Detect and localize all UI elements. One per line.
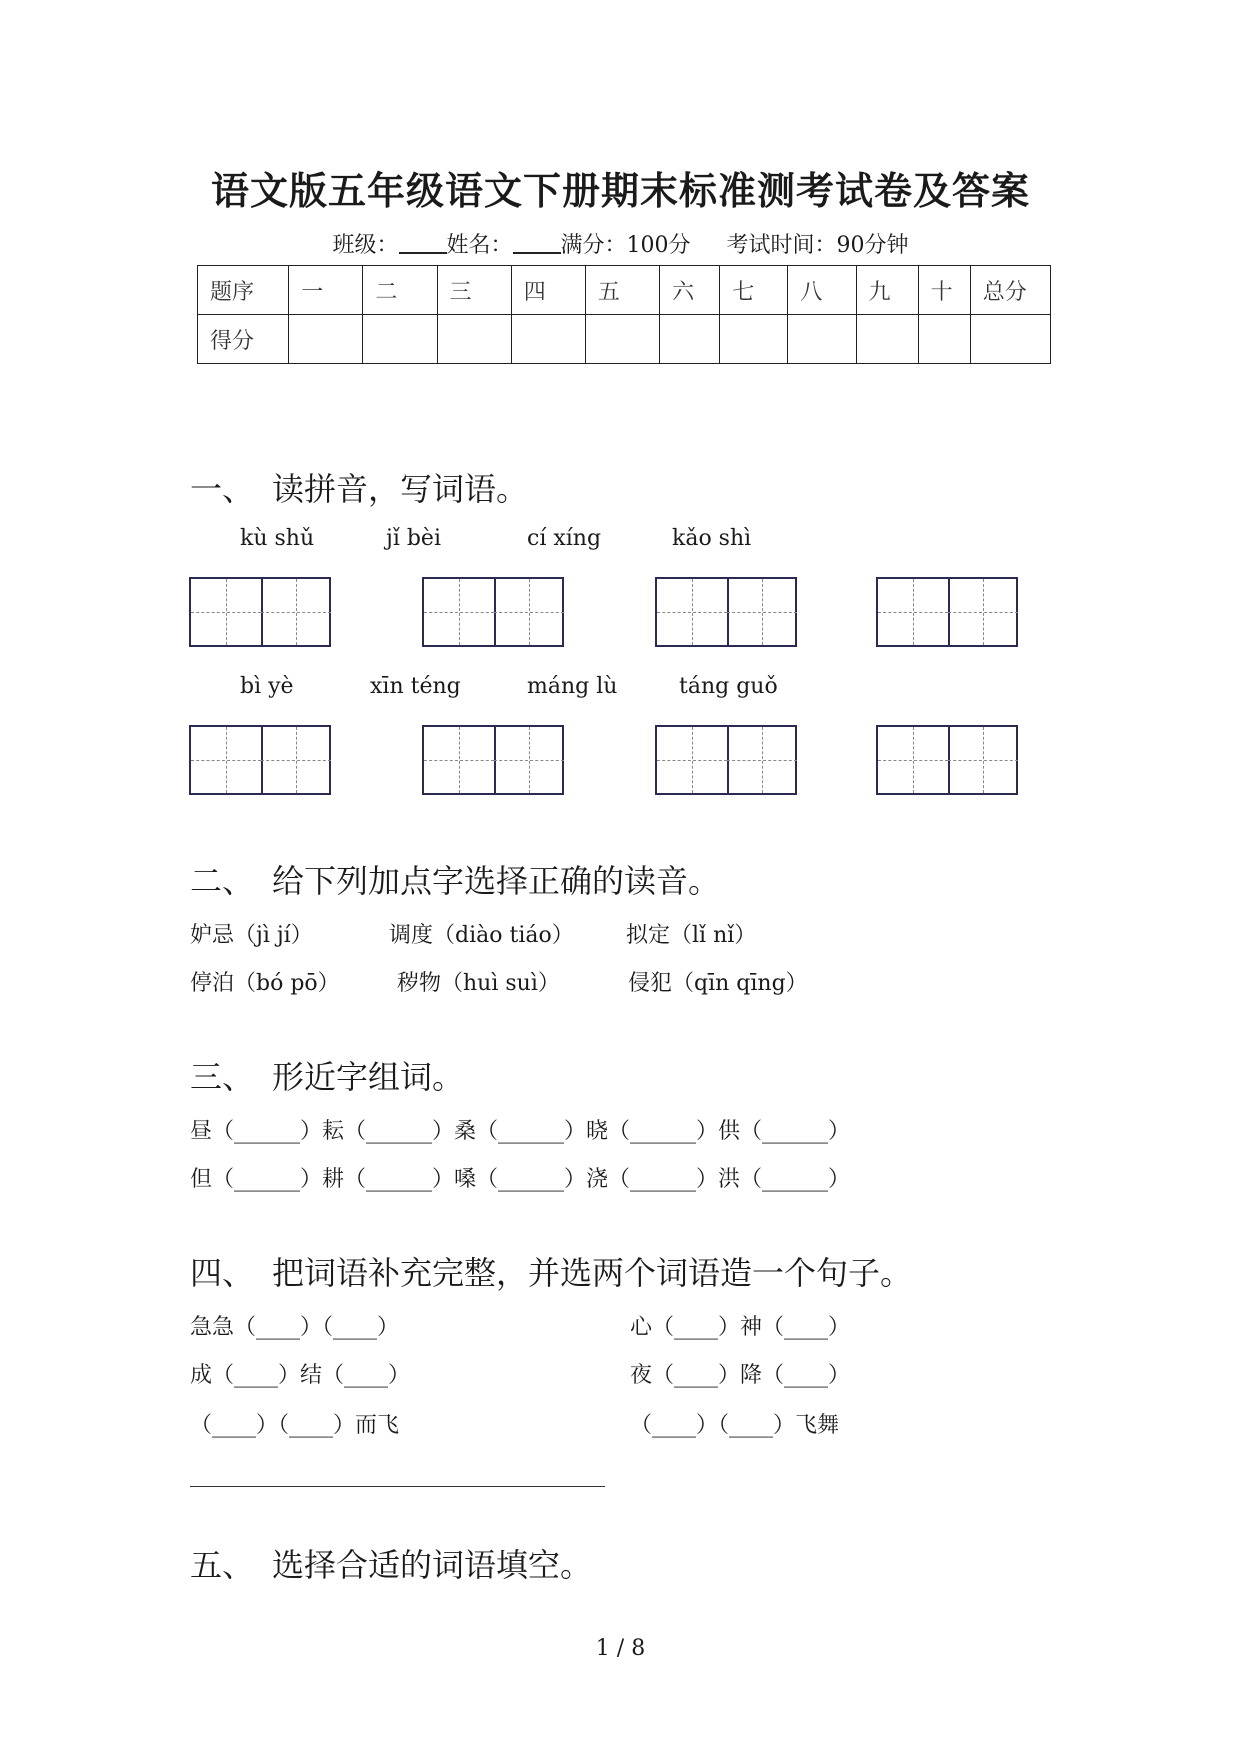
pinyin-label: xīn téng <box>370 674 461 699</box>
word-formation-line: 但（______）耕（______）嗓（______）浇（______）洪（______） <box>190 1167 851 1192</box>
exam-info <box>0 228 1241 259</box>
writing-grid-box[interactable] <box>876 577 1018 647</box>
section-number: 三、 <box>190 1058 255 1096</box>
score-input-cell[interactable] <box>437 315 511 364</box>
section-3-heading <box>190 1052 464 1098</box>
score-input-cell[interactable] <box>289 315 363 364</box>
section-4-heading <box>190 1248 912 1294</box>
reading-item: 停泊（bó pō） <box>190 971 340 996</box>
score-input-cell[interactable] <box>720 315 788 364</box>
page-title: 语文版五年级语文下册期末标准测考试卷及答案 <box>210 168 1030 213</box>
writing-grid-box[interactable] <box>655 725 797 795</box>
writing-grid-box[interactable] <box>189 725 331 795</box>
reading-item: 调度（diào tiáo） <box>389 923 574 948</box>
score-header-cell: 四 <box>511 266 585 315</box>
score-header-cell: 总分 <box>970 266 1050 315</box>
pinyin-label: máng lù <box>527 674 618 699</box>
score-table-header-row <box>198 266 1051 315</box>
section-1-heading <box>190 464 528 510</box>
name-label: 姓名： <box>446 233 513 258</box>
pinyin-label: kǎo shì <box>672 526 752 551</box>
reading-item: 秽物（huì suì） <box>397 971 560 996</box>
idiom-item: 心（____）神（____） <box>630 1315 851 1340</box>
section-2-heading <box>190 856 720 902</box>
score-header-cell: 题序 <box>198 266 289 315</box>
score-header-cell: 十 <box>918 266 970 315</box>
writing-grid-box[interactable] <box>422 725 564 795</box>
score-header-cell: 九 <box>856 266 918 315</box>
writing-grid-box[interactable] <box>655 577 797 647</box>
idiom-item: （____）（____）飞舞 <box>630 1413 840 1438</box>
idiom-item: 夜（____）降（____） <box>630 1363 851 1388</box>
reading-item: 拟定（lǐ nǐ） <box>626 923 757 948</box>
score-table <box>197 265 1051 364</box>
score-row-label: 得分 <box>198 315 289 364</box>
section-number: 一、 <box>190 470 255 508</box>
idiom-item: （____）（____）而飞 <box>190 1413 400 1438</box>
word-formation-line: 昼（______）耘（______）桑（______）晓（______）供（______） <box>190 1119 851 1144</box>
pinyin-label: táng guǒ <box>679 674 778 699</box>
pinyin-label: cí xíng <box>527 526 602 551</box>
score-header-cell: 八 <box>788 266 856 315</box>
score-header-cell: 三 <box>437 266 511 315</box>
score-input-cell[interactable] <box>856 315 918 364</box>
pinyin-label: bì yè <box>240 674 294 699</box>
class-label: 班级： <box>332 233 399 258</box>
name-blank[interactable] <box>513 232 561 254</box>
section-title: 形近字组词。 <box>272 1058 465 1096</box>
score-input-cell[interactable] <box>363 315 437 364</box>
score-input-cell[interactable] <box>788 315 856 364</box>
reading-item: 妒忌（jì jí） <box>190 923 313 948</box>
score-header-cell: 六 <box>660 266 720 315</box>
full-score: 满分：100分 <box>560 233 691 258</box>
section-title: 读拼音，写词语。 <box>272 470 529 508</box>
page-number: 1 / 8 <box>595 1636 646 1661</box>
score-header-cell: 一 <box>289 266 363 315</box>
pinyin-label: kù shǔ <box>240 526 315 551</box>
idiom-item: 成（____）结（____） <box>190 1363 411 1388</box>
section-number: 五、 <box>190 1546 255 1584</box>
section-title: 选择合适的词语填空。 <box>272 1546 593 1584</box>
score-input-cell[interactable] <box>585 315 659 364</box>
pinyin-label: jǐ bèi <box>386 526 441 551</box>
score-input-cell[interactable] <box>970 315 1050 364</box>
writing-grid-box[interactable] <box>189 577 331 647</box>
section-5-heading <box>190 1540 592 1586</box>
reading-item: 侵犯（qīn qīng） <box>628 971 808 996</box>
section-title: 给下列加点字选择正确的读音。 <box>272 862 721 900</box>
section-number: 四、 <box>190 1254 255 1292</box>
writing-grid-box[interactable] <box>422 577 564 647</box>
score-header-cell: 七 <box>720 266 788 315</box>
class-blank[interactable] <box>399 232 447 254</box>
exam-time: 考试时间：90分钟 <box>726 233 909 258</box>
score-header-cell: 五 <box>585 266 659 315</box>
score-input-cell[interactable] <box>511 315 585 364</box>
idiom-item: 急急（____）（____） <box>190 1315 400 1340</box>
sentence-answer-line[interactable] <box>190 1486 605 1487</box>
section-number: 二、 <box>190 862 255 900</box>
section-title: 把词语补充完整，并选两个词语造一个句子。 <box>272 1254 913 1292</box>
writing-grid-box[interactable] <box>876 725 1018 795</box>
score-input-cell[interactable] <box>660 315 720 364</box>
score-table-score-row <box>198 315 1051 364</box>
score-header-cell: 二 <box>363 266 437 315</box>
score-input-cell[interactable] <box>918 315 970 364</box>
